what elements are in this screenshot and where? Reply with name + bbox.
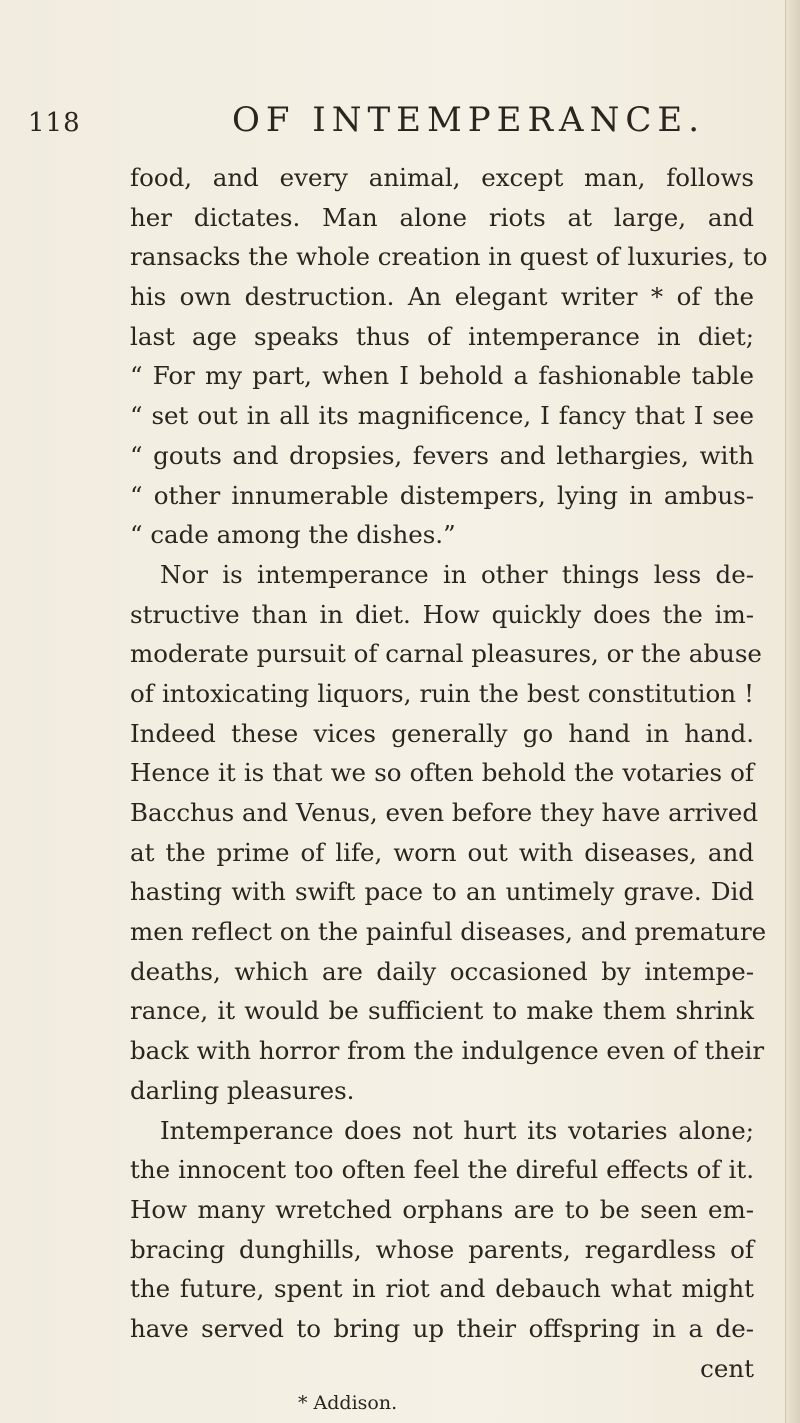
catchword: cent (700, 1353, 754, 1383)
text-line: his own destruction. An elegant writer * of the (130, 282, 754, 312)
text-line: deaths, which are daily occasioned by intempe- (130, 956, 754, 986)
text-line: Hence it is that we so often behold the votaries of (130, 758, 754, 788)
text-line: “ gouts and dropsies, fevers and lethargies, with (130, 440, 754, 470)
text-line: darling pleasures. (130, 1075, 355, 1105)
text-line: her dictates. Man alone riots at large, and (130, 202, 754, 232)
text-line: food, and every animal, except man, follows (130, 163, 754, 192)
text-line: back with horror from the indulgence even of their (130, 1036, 765, 1066)
text-line: the innocent too often feel the direful effects of it. (130, 1155, 754, 1185)
text-line: of intoxicating liquors, ruin the best constitution ! (130, 678, 754, 708)
page-number: 118 (28, 108, 81, 138)
text-line: Indeed these vices generally go hand in hand. (130, 718, 754, 748)
text-line: moderate pursuit of carnal pleasures, or the abuse (130, 639, 762, 669)
text-line: structive than in diet. How quickly does the im- (130, 599, 754, 629)
text-line: rance, it would be sufficient to make them shrink (130, 996, 754, 1026)
text-line: “ set out in all its magnificence, I fancy that I see (130, 401, 754, 431)
text-line: the future, spent in riot and debauch what might (130, 1274, 754, 1304)
paragraph-start-line: Intemperance does not hurt its votaries alone; (160, 1115, 754, 1145)
footnote: * Addison. (298, 1392, 398, 1414)
text-line: last age speaks thus of intemperance in diet; (130, 321, 754, 351)
text-line: “ For my part, when I behold a fashionable table (130, 361, 754, 391)
page-edge (785, 0, 800, 1423)
text-line: at the prime of life, worn out with diseases, and (130, 837, 754, 867)
text-line: “ cade among the dishes.” (130, 520, 456, 550)
text-line: ransacks the whole creation in quest of luxuries, to (130, 242, 768, 272)
text-line: “ other innumerable distempers, lying in ambus- (130, 480, 754, 510)
text-line: have served to bring up their offspring in a de- (130, 1313, 754, 1343)
body-text (130, 158, 768, 1388)
running-title: OF INTEMPERANCE. (232, 100, 706, 140)
text-line: Bacchus and Venus, even before they have arrived (130, 798, 759, 827)
text-line: How many wretched orphans are to be seen em- (130, 1194, 754, 1224)
text-line: men reflect on the painful diseases, and premature (130, 917, 767, 947)
paragraph-start-line: Nor is intemperance in other things less de- (160, 559, 754, 589)
text-line: hasting with swift pace to an untimely grave. Did (130, 877, 754, 907)
text-line: bracing dunghills, whose parents, regardless of (130, 1234, 754, 1264)
